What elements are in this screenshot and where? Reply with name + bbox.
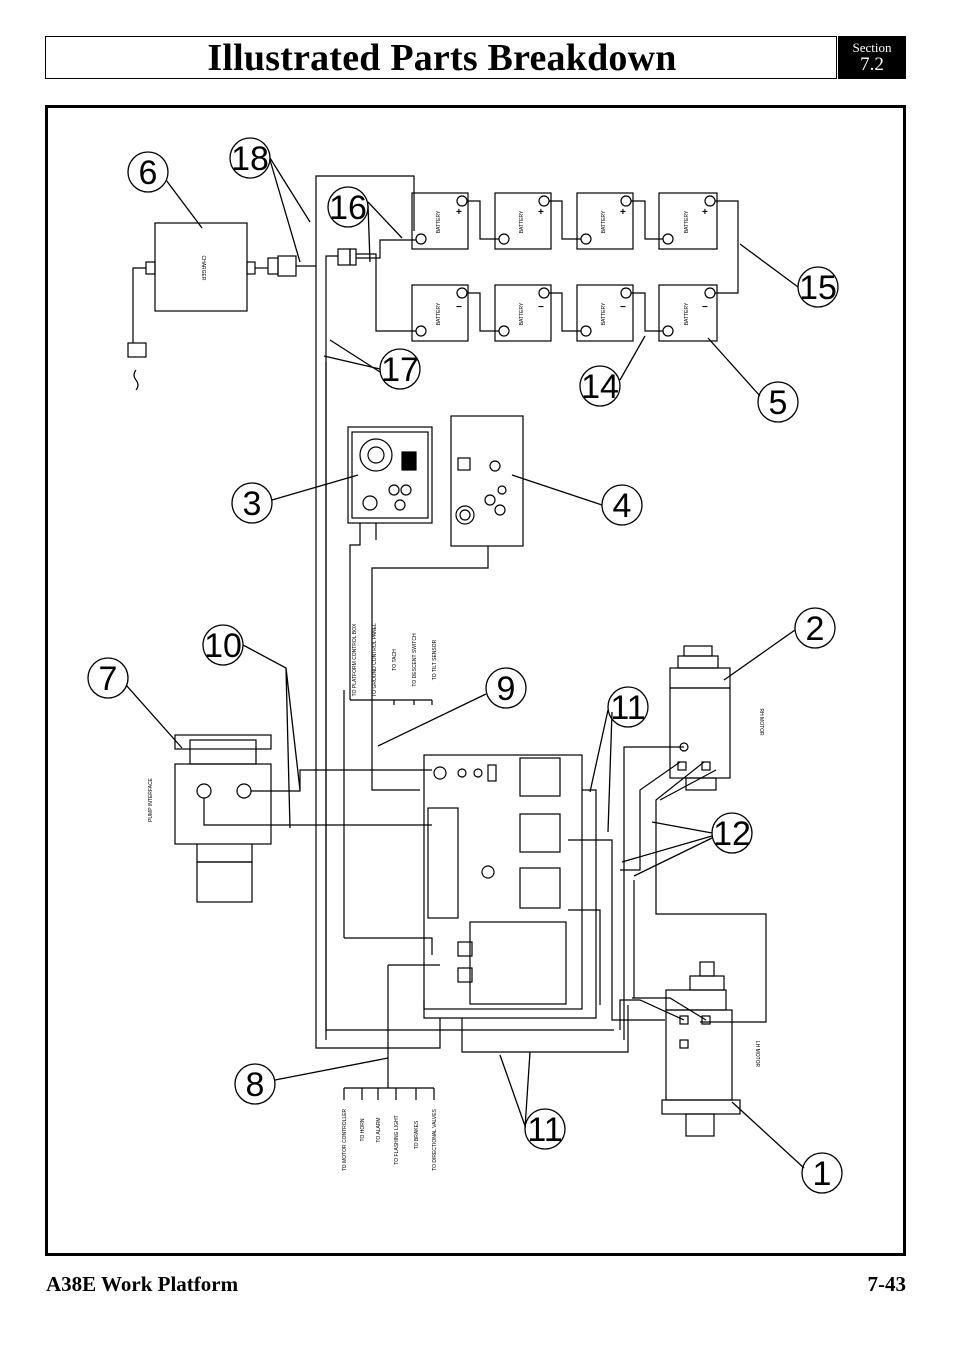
callout-number: 14 [581, 368, 619, 406]
svg-text:−: − [456, 302, 462, 313]
section-label: Section [852, 40, 892, 55]
rh-motor-label: RH MOTOR [758, 708, 764, 736]
svg-text:+: + [456, 207, 462, 218]
callout-number: 12 [713, 815, 751, 853]
harness-label: TO PLATFORM CONTROL BOX [352, 623, 358, 697]
harness-label: TO DIRECTIONAL VALVES [432, 1109, 438, 1171]
battery-label: BATTERY [684, 302, 690, 326]
callout-number: 1 [812, 1155, 832, 1193]
svg-text:+: + [538, 207, 544, 218]
callout-number: 7 [98, 660, 118, 698]
section-number: 7.2 [860, 54, 884, 75]
callout-number: 6 [138, 154, 158, 192]
callout-number: 3 [242, 485, 262, 523]
lh-motor-label: LH MOTOR [754, 1040, 760, 1068]
svg-text:−: − [620, 302, 626, 313]
callout-number: 15 [799, 269, 837, 307]
callout-number: 5 [768, 384, 788, 422]
harness-label: TO FLASHING LIGHT [394, 1115, 400, 1165]
callout-number: 8 [245, 1066, 265, 1104]
harness-label: TO BRAKES [414, 1120, 420, 1150]
callout-number: 9 [496, 670, 516, 708]
battery-label: BATTERY [684, 210, 690, 234]
svg-text:+: + [620, 207, 626, 218]
page-title: Illustrated Parts Breakdown [207, 37, 677, 79]
footer-page-number: 7-43 [867, 1272, 906, 1296]
battery-label: BATTERY [519, 210, 525, 234]
pump-unit [175, 764, 271, 844]
callout-number: 17 [381, 351, 419, 389]
battery-label: BATTERY [436, 210, 442, 234]
ground-control-box [348, 427, 432, 523]
svg-text:−: − [538, 302, 544, 313]
svg-text:+: + [702, 207, 708, 218]
callout-number: 16 [329, 189, 367, 227]
footer-product: A38E Work Platform [46, 1272, 239, 1296]
harness-label: TO MOTOR CONTROLLER [342, 1108, 348, 1172]
harness-label: TO HORN [360, 1118, 366, 1142]
callout-number: 11 [610, 689, 646, 727]
svg-text:−: − [702, 302, 708, 313]
harness-label: TO GROUND CONTROL PANEL [372, 623, 378, 697]
battery-label: BATTERY [601, 302, 607, 326]
motor-controller [424, 755, 582, 1009]
pump-label: PUMP INTERFACE [148, 778, 154, 822]
callout-number: 4 [612, 487, 632, 525]
battery-label: BATTERY [601, 210, 607, 234]
callout-number: 10 [204, 627, 242, 665]
harness-label: TO DESCENT SWITCH [412, 633, 418, 687]
harness-label: TO TILT SENSOR [432, 639, 438, 681]
callout-number: 18 [231, 140, 269, 178]
battery-label: BATTERY [519, 302, 525, 326]
battery-label: BATTERY [436, 302, 442, 326]
harness-label: TO TACH [392, 649, 398, 671]
harness-label: TO ALARM [376, 1117, 382, 1143]
callout-number: 2 [805, 610, 825, 648]
charger-label: CHARGER [200, 255, 206, 281]
lh-motor [666, 1010, 732, 1100]
callout-number: 11 [527, 1111, 563, 1149]
platform-panel [451, 416, 523, 546]
